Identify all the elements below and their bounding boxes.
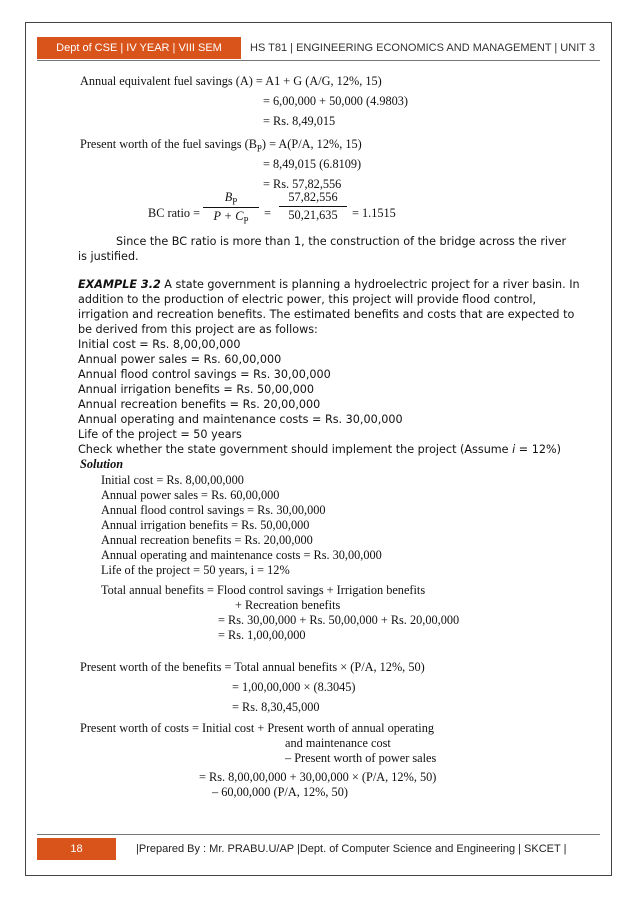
example-item: Initial cost = Rs. 8,00,00,000 — [78, 338, 241, 351]
pw-benefits-line-1: Present worth of the benefits = Total annual benefits × (P/A, 12%, 50) — [80, 660, 425, 674]
example-item: Annual recreation benefits = Rs. 20,00,000 — [78, 398, 321, 411]
example-item: Annual flood control savings = Rs. 30,00,000 — [78, 368, 331, 381]
solution-item: Initial cost = Rs. 8,00,00,000 — [101, 473, 244, 487]
fuel-line-6: = Rs. 57,82,556 — [263, 177, 342, 191]
example-label: EXAMPLE 3.2 — [78, 278, 161, 291]
example-check-line: Check whether the state government should implement the project (Assume i = 12%) — [78, 443, 561, 456]
footer-credits: |Prepared By : Mr. PRABU.U/AP |Dept. of Computer Science and Engineering | SKCET | — [136, 843, 567, 855]
pw-benefits-line-3: = Rs. 8,30,45,000 — [232, 700, 320, 714]
fuel-line-3: = Rs. 8,49,015 — [263, 114, 336, 128]
total-benefits-line-1: Total annual benefits = Flood control savings + Irrigation benefits — [101, 583, 426, 597]
solution-item: Annual power sales = Rs. 60,00,000 — [101, 488, 280, 502]
example-item: Annual irrigation benefits = Rs. 50,00,000 — [78, 383, 314, 396]
justified-line-2: is justified. — [78, 250, 139, 263]
solution-item: Annual flood control savings = Rs. 30,00,000 — [101, 503, 326, 517]
bc-result: = 1.1515 — [352, 206, 396, 220]
total-benefits-line-4: = Rs. 1,00,00,000 — [218, 628, 306, 642]
example-item: Life of the project = 50 years — [78, 428, 242, 441]
bc-fraction-symbolic: $B_P$ $P + C_P$ — [203, 190, 259, 226]
fuel-line-2: = 6,00,000 + 50,000 (4.9803) — [263, 94, 409, 108]
fuel-line-5: = 8,49,015 (6.8109) — [263, 157, 362, 171]
solution-item: Annual operating and maintenance costs = Rs. 30,00,000 — [101, 548, 382, 562]
example-item: Annual power sales = Rs. 60,00,000 — [78, 353, 282, 366]
bc-ratio-label: BC ratio = — [148, 206, 201, 220]
fuel-line-4: Present worth of the fuel savings $(B_P) = A(P/A$, 12%, 15) — [80, 137, 362, 154]
example-line-1: EXAMPLE 3.2 A state government is planning a hydroelectric project for a river basin. In — [78, 278, 580, 291]
bc-fraction-numeric: 57,82,556 50,21,635 — [279, 190, 347, 223]
example-line-3: irrigation and recreation benefits. The estimated benefits and costs that are expected to — [78, 308, 575, 321]
page-number: 18 — [37, 838, 116, 860]
solution-item: Life of the project = 50 years, i = 12% — [101, 563, 290, 577]
pw-costs-line-5: – 60,00,000 (P/A, 12%, 50) — [212, 785, 348, 799]
justified-line-1: Since the BC ratio is more than 1, the construction of the bridge across the river — [116, 235, 567, 248]
pw-costs-line-3: – Present worth of power sales — [285, 751, 437, 765]
solution-item: Annual recreation benefits = Rs. 20,00,000 — [101, 533, 313, 547]
solution-item: Annual irrigation benefits = Rs. 50,00,000 — [101, 518, 310, 532]
pw-benefits-line-2: = 1,00,00,000 × (8.3045) — [232, 680, 356, 694]
header-divider — [37, 60, 600, 61]
pw-costs-line-4: = Rs. 8,00,00,000 + 30,00,000 × (P/A, 12%, 50) — [199, 770, 437, 784]
total-benefits-line-3: = Rs. 30,00,000 + Rs. 50,00,000 + Rs. 20,00,000 — [218, 613, 460, 627]
total-benefits-line-2: + Recreation benefits — [235, 598, 341, 612]
solution-label: Solution — [80, 457, 124, 471]
pw-costs-line-2: and maintenance cost — [285, 736, 391, 750]
example-line-2: addition to the production of electric power, this project will provide flood control, — [78, 293, 537, 306]
bc-equals: = — [264, 206, 271, 220]
header-title: HS T81 | ENGINEERING ECONOMICS AND MANAGEMENT | UNIT 3 — [250, 42, 595, 54]
fuel-line-1: Annual equivalent fuel savings (A) = A1 + G (A/G, 12%, 15) — [80, 74, 382, 88]
example-line-4: be derived from this project are as follows: — [78, 323, 318, 336]
header-dept-badge: Dept of CSE | IV YEAR | VIII SEM — [37, 37, 241, 59]
example-item: Annual operating and maintenance costs = Rs. 30,00,000 — [78, 413, 403, 426]
footer-divider — [37, 834, 600, 835]
pw-costs-line-1: Present worth of costs = Initial cost + Present worth of annual operating — [80, 721, 435, 735]
